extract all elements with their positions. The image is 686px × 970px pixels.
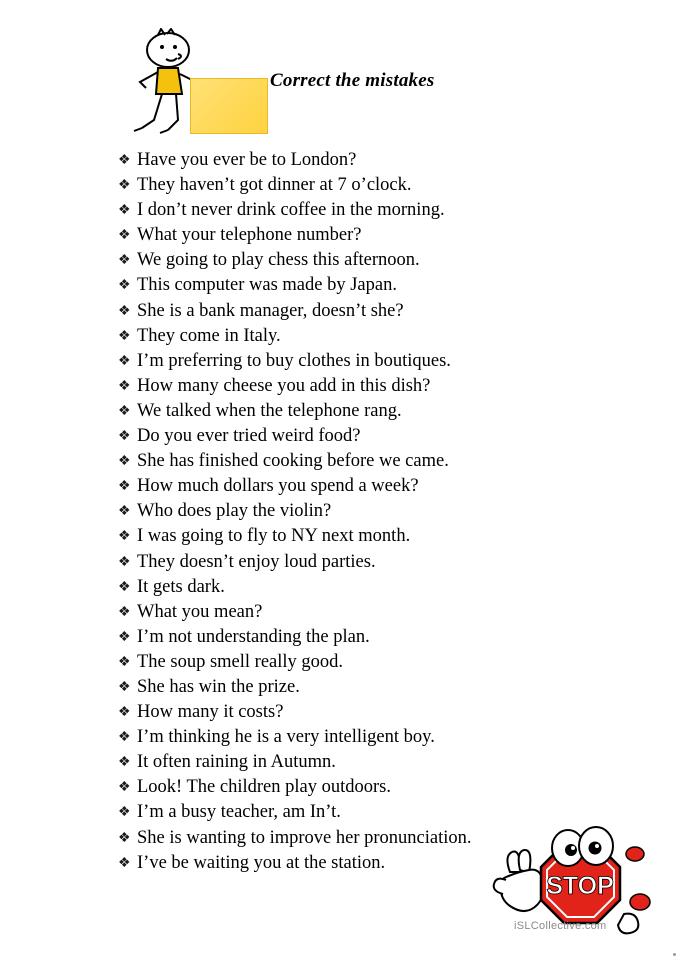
list-item — [118, 524, 638, 549]
bullet-icon: ❖ — [118, 604, 131, 620]
watermark-label: iSLCollective.com — [514, 920, 607, 932]
sentence-text: I’m a busy teacher, am In’t. — [137, 802, 341, 823]
list-item — [118, 775, 638, 800]
bullet-icon: ❖ — [118, 178, 131, 194]
bullet-icon: ❖ — [118, 830, 131, 846]
mistake-sentence-list — [118, 148, 638, 876]
bullet-icon: ❖ — [118, 253, 131, 269]
sentence-text: I’m preferring to buy clothes in boutiques. — [137, 350, 451, 371]
sentence-text: They haven’t got dinner at 7 o’clock. — [137, 175, 412, 196]
list-item — [118, 248, 638, 273]
sentence-text: She has win the prize. — [137, 676, 300, 697]
sentence-text: Do you ever tried weird food? — [137, 426, 361, 447]
sentence-text: It often raining in Autumn. — [137, 752, 336, 773]
bullet-icon: ❖ — [118, 403, 131, 419]
sentence-text: She has finished cooking before we came. — [137, 451, 449, 472]
list-item — [118, 324, 638, 349]
list-item — [118, 223, 638, 248]
bullet-icon: ❖ — [118, 203, 131, 219]
bullet-icon: ❖ — [118, 755, 131, 771]
list-item — [118, 625, 638, 650]
list-item — [118, 148, 638, 173]
svg-text:STOP: STOP — [546, 872, 614, 900]
bullet-icon: ❖ — [118, 805, 131, 821]
sentence-text: It gets dark. — [137, 576, 225, 597]
bullet-icon: ❖ — [118, 529, 131, 545]
bullet-icon: ❖ — [118, 554, 131, 570]
sentence-text: We talked when the telephone rang. — [137, 400, 402, 421]
bullet-icon: ❖ — [118, 654, 131, 670]
worksheet-header — [110, 28, 610, 138]
list-item — [118, 299, 638, 324]
list-item — [118, 650, 638, 675]
bullet-icon: ❖ — [118, 504, 131, 520]
list-item — [118, 424, 638, 449]
list-item — [118, 499, 638, 524]
sentence-text: I don’t never drink coffee in the morning. — [137, 200, 445, 221]
list-item — [118, 374, 638, 399]
list-item — [118, 349, 638, 374]
sentence-text: I’m not understanding the plan. — [137, 626, 370, 647]
sentence-text: The soup smell really good. — [137, 651, 344, 672]
list-item — [118, 550, 638, 575]
bullet-icon: ❖ — [118, 328, 131, 344]
bullet-icon: ❖ — [118, 153, 131, 168]
list-item — [118, 399, 638, 424]
bullet-icon: ❖ — [118, 378, 131, 394]
sentence-text: How much dollars you spend a week? — [137, 476, 419, 497]
corner-dot-mark — [673, 953, 676, 956]
page-title: Correct the mistakes — [270, 70, 435, 91]
sentence-text: They doesn’t enjoy loud parties. — [137, 551, 376, 572]
sentence-text: I’ve be waiting you at the station. — [137, 852, 386, 873]
bullet-icon: ❖ — [118, 278, 131, 294]
bullet-icon: ❖ — [118, 730, 131, 746]
bullet-icon: ❖ — [118, 705, 131, 721]
bullet-icon: ❖ — [118, 228, 131, 244]
yellow-note-card — [190, 78, 268, 134]
sentence-text: Look! The children play outdoors. — [137, 777, 391, 798]
bullet-icon: ❖ — [118, 629, 131, 645]
sentence-text: They come in Italy. — [137, 325, 281, 346]
list-item — [118, 700, 638, 725]
sentence-text: She is wanting to improve her pronunciation. — [137, 827, 472, 848]
list-item — [118, 750, 638, 775]
bullet-icon: ❖ — [118, 303, 131, 319]
bullet-icon: ❖ — [118, 479, 131, 495]
list-item — [118, 575, 638, 600]
sentence-text: I was going to fly to NY next month. — [137, 526, 411, 547]
list-item — [118, 474, 638, 499]
list-item — [118, 600, 638, 625]
list-item — [118, 173, 638, 198]
sentence-text: What your telephone number? — [137, 225, 362, 246]
sentence-text: What you mean? — [137, 601, 263, 622]
sentence-text: We going to play chess this afternoon. — [137, 250, 420, 271]
sentence-text: How many it costs? — [137, 702, 284, 723]
bullet-icon: ❖ — [118, 780, 131, 796]
sentence-text: I’m thinking he is a very intelligent boy. — [137, 727, 435, 748]
bullet-icon: ❖ — [118, 579, 131, 595]
sentence-text: She is a bank manager, doesn’t she? — [137, 300, 404, 321]
bullet-icon: ❖ — [118, 679, 131, 695]
list-item — [118, 273, 638, 298]
list-item — [118, 725, 638, 750]
sentence-text: This computer was made by Japan. — [137, 275, 397, 296]
sentence-text: Who does play the violin? — [137, 501, 332, 522]
sentence-text: How many cheese you add in this dish? — [137, 375, 431, 396]
sentence-text: Have you ever be to London? — [137, 150, 357, 170]
bullet-icon: ❖ — [118, 353, 131, 369]
bullet-icon: ❖ — [118, 855, 131, 871]
list-item — [118, 449, 638, 474]
list-item — [118, 198, 638, 223]
bullet-icon: ❖ — [118, 454, 131, 470]
bullet-icon: ❖ — [118, 429, 131, 445]
list-item — [118, 675, 638, 700]
